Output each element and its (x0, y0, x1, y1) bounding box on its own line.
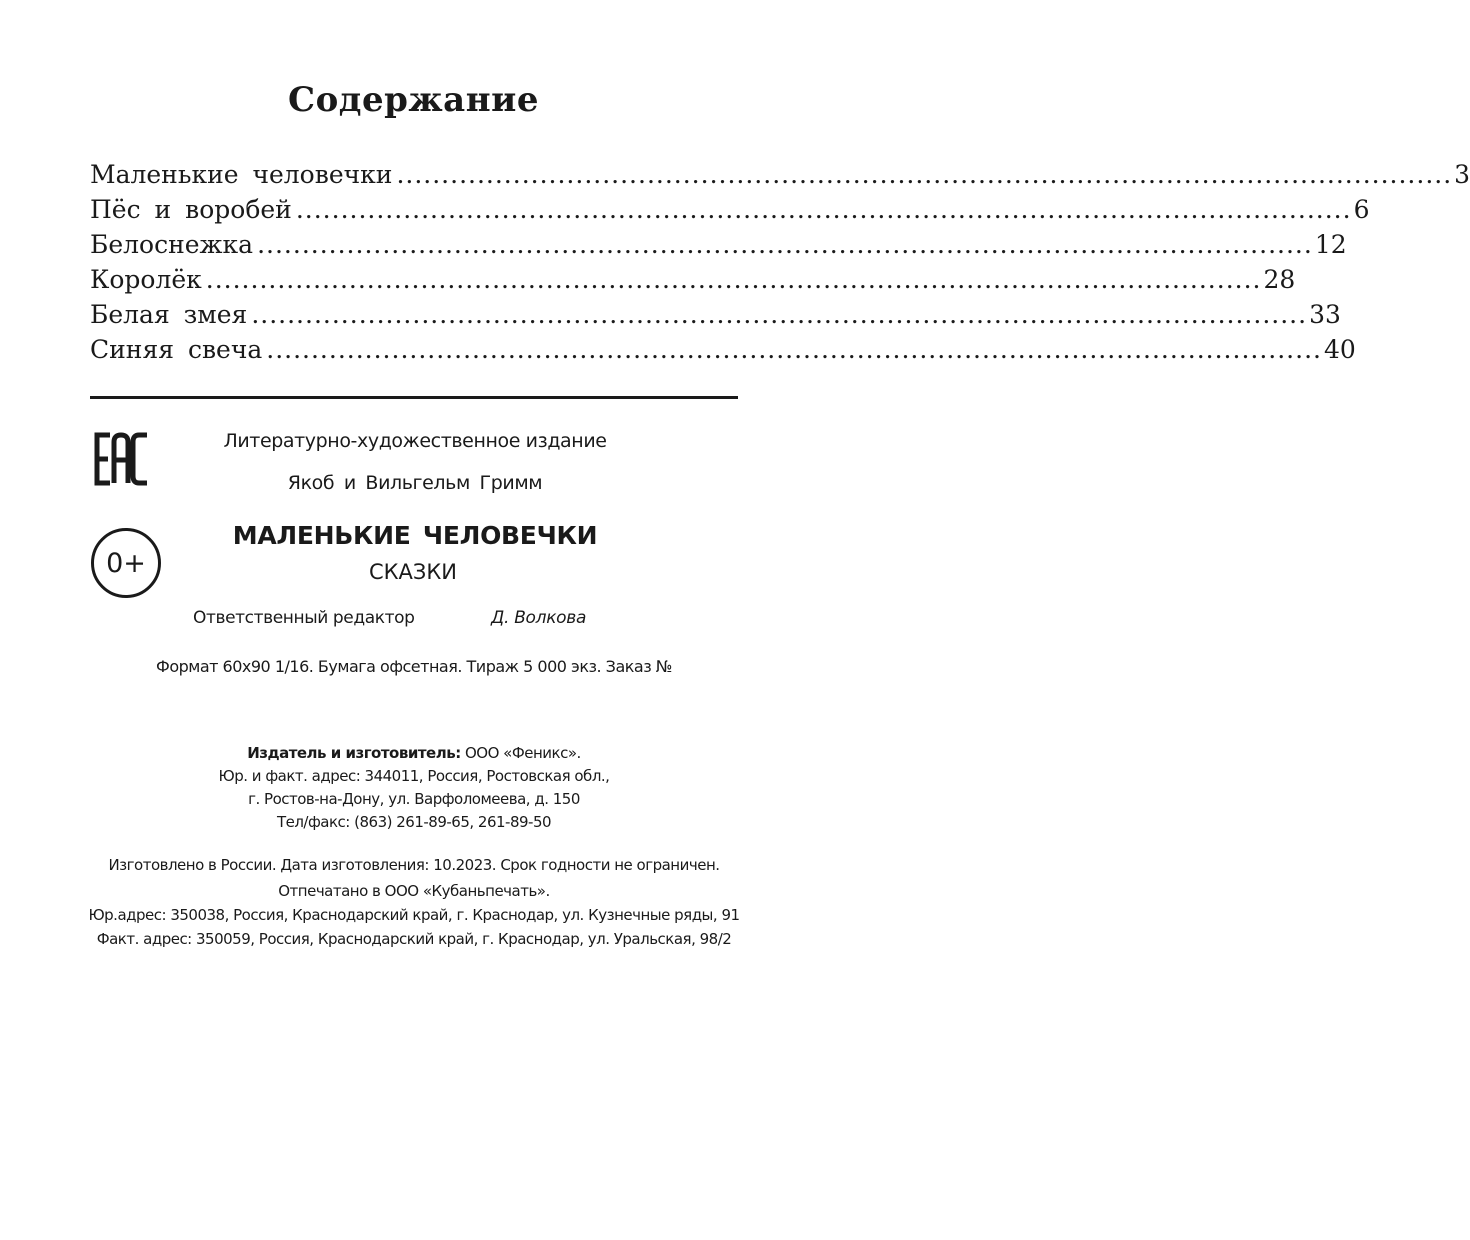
printer-legal-address: Юр.адрес: 350038, Россия, Краснодарский край, г. Краснодар, ул. Кузнечные ряды, 91 (88, 906, 740, 924)
toc-title: Содержание (288, 80, 539, 120)
publisher-line (90, 744, 738, 762)
editor-name: Д. Волкова (491, 608, 587, 628)
book-subtitle: СКАЗКИ (368, 560, 458, 584)
book-title: МАЛЕНЬКИЕ ЧЕЛОВЕЧКИ (232, 521, 598, 550)
publisher-label: Издатель и изготовитель: (247, 744, 461, 762)
edition-genre: Литературно-художественное издание (223, 430, 607, 452)
toc-leader-dots: ...................................................................................................................... (396, 160, 1453, 189)
publisher-address-1: Юр. и факт. адрес: 344011, Россия, Ростовская обл., (218, 767, 610, 785)
publisher-phone: Тел/факс: (863) 261-89-65, 261-89-50 (276, 813, 552, 831)
toc-entry-page: 40 (1323, 335, 1356, 364)
publisher-address-2: г. Ростов-на-Дону, ул. Варфоломеева, д. 150 (248, 790, 580, 808)
toc-entry (90, 195, 1370, 230)
authors: Якоб и Вильгельм Гримм (287, 472, 543, 494)
toc-entry-title: Белоснежка (90, 230, 254, 259)
section-divider (90, 396, 738, 399)
toc-entry-page: 12 (1314, 230, 1347, 259)
printer-name: Отпечатано в ООО «Кубаньпечать». (278, 882, 550, 900)
manufacture-info: Изготовлено в России. Дата изготовления: 10.2023. Срок годности не ограничен. (108, 856, 720, 874)
format-line: Формат 60x90 1/16. Бумага офсетная. Тираж 5 000 экз. Заказ № (156, 657, 672, 676)
toc-entry-title: Маленькие человечки (90, 160, 393, 189)
toc-leader-dots: ...................................................................................................................... (251, 300, 1308, 329)
toc-entry (90, 265, 1296, 300)
toc-entry-page: 28 (1263, 265, 1296, 294)
eac-conformity-logo-icon (94, 432, 150, 486)
toc-leader-dots: ...................................................................................................................... (266, 335, 1322, 364)
toc-entry-title: Пёс и воробей (90, 195, 292, 224)
toc-leader-dots: ...................................................................................................................... (295, 195, 1352, 224)
printer-actual-address: Факт. адрес: 350059, Россия, Краснодарский край, г. Краснодар, ул. Уральская, 98/2 (96, 930, 732, 948)
toc-entry (90, 230, 1347, 265)
toc-leader-dots: ...................................................................................................................... (257, 230, 1313, 259)
toc-entry (90, 300, 1341, 335)
toc-entry-page: 33 (1309, 300, 1341, 329)
toc-entry-title: Королёк (90, 265, 202, 294)
toc-entry-page: 3 (1454, 160, 1470, 189)
toc-leader-dots: ...................................................................................................................... (205, 265, 1262, 294)
toc-entry-title: Синяя свеча (90, 335, 263, 364)
table-of-contents (90, 160, 1470, 370)
toc-entry (90, 160, 1470, 195)
toc-entry-page: 6 (1353, 195, 1370, 224)
toc-entry (90, 335, 1356, 370)
editor-label: Ответственный редактор (193, 608, 415, 628)
age-rating-badge: 0+ (91, 528, 161, 598)
publisher-name: ООО «Феникс». (460, 744, 581, 762)
toc-entry-title: Белая змея (90, 300, 248, 329)
